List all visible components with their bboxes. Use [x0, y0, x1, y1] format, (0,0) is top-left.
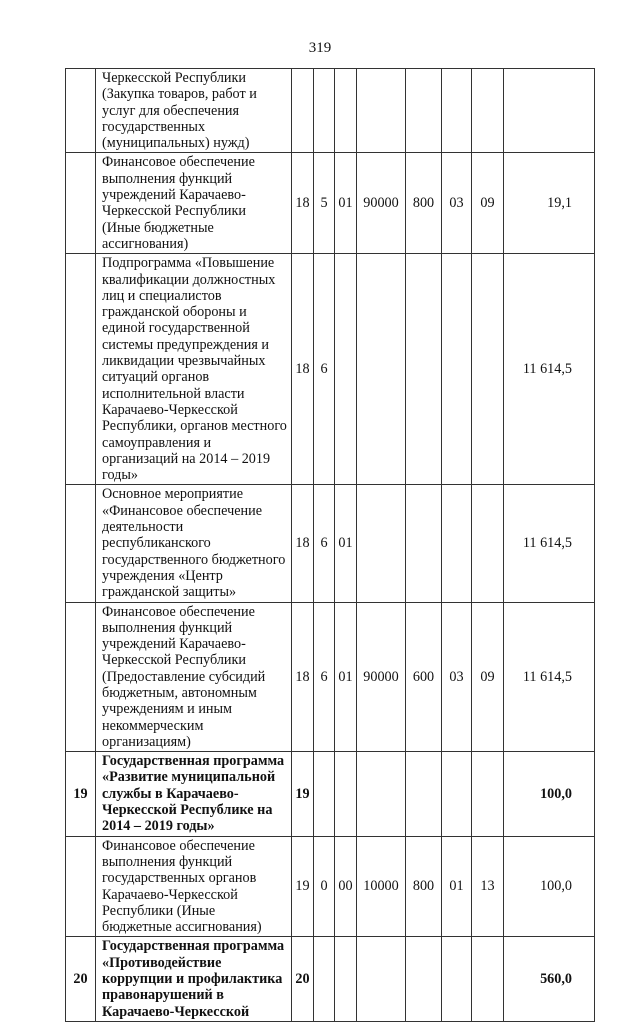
code-6-cell: [442, 254, 472, 485]
code-4-cell: 90000: [357, 602, 406, 752]
item-name-cell: Финансовое обеспечение выполнения функций учреждений Карачаево-Черкесской Республики (Предоставление субсидий бюджетным, автономным учреждениям и иным некоммерческим организациям): [96, 602, 292, 752]
code-2-cell: 5: [314, 153, 335, 254]
code-3-cell: 01: [335, 602, 357, 752]
code-4-cell: 10000: [357, 836, 406, 937]
code-3-cell: 00: [335, 836, 357, 937]
amount-cell: 11 614,5: [504, 254, 595, 485]
code-3-cell: [335, 937, 357, 1021]
code-1-cell: 18: [292, 602, 314, 752]
table-row: [66, 485, 595, 602]
code-6-cell: [442, 752, 472, 836]
code-6-cell: [442, 937, 472, 1021]
code-6-cell: 03: [442, 153, 472, 254]
row-number-cell: [66, 254, 96, 485]
code-2-cell: 6: [314, 254, 335, 485]
code-7-cell: [472, 485, 504, 602]
code-5-cell: [406, 485, 442, 602]
code-6-cell: [442, 69, 472, 153]
code-1-cell: 18: [292, 254, 314, 485]
code-5-cell: 600: [406, 602, 442, 752]
item-name-cell: Государственная программа «Развитие муниципальной службы в Карачаево-Черкесской Республике на 2014 – 2019 годы»: [96, 752, 292, 836]
code-1-cell: 19: [292, 836, 314, 937]
code-5-cell: [406, 937, 442, 1021]
item-name-cell: Финансовое обеспечение выполнения функций государственных органов Карачаево-Черкесской Республики (Иные бюджетные ассигнования): [96, 836, 292, 937]
row-number-cell: 20: [66, 937, 96, 1021]
row-number-cell: [66, 485, 96, 602]
amount-cell: 19,1: [504, 153, 595, 254]
code-6-cell: 03: [442, 602, 472, 752]
code-3-cell: [335, 752, 357, 836]
code-5-cell: [406, 752, 442, 836]
table-row: [66, 153, 595, 254]
table-body: [66, 69, 595, 1022]
code-2-cell: 6: [314, 485, 335, 602]
code-5-cell: 800: [406, 836, 442, 937]
code-4-cell: [357, 937, 406, 1021]
code-7-cell: 09: [472, 602, 504, 752]
code-4-cell: 90000: [357, 153, 406, 254]
table-row: [66, 937, 595, 1021]
code-4-cell: [357, 254, 406, 485]
code-7-cell: 09: [472, 153, 504, 254]
code-6-cell: 01: [442, 836, 472, 937]
code-2-cell: 6: [314, 602, 335, 752]
item-name-cell: Финансовое обеспечение выполнения функций учреждений Карачаево-Черкесской Республики (Иные бюджетные ассигнования): [96, 153, 292, 254]
amount-cell: 100,0: [504, 836, 595, 937]
row-number-cell: [66, 153, 96, 254]
page-number: 319: [308, 40, 332, 56]
code-5-cell: 800: [406, 153, 442, 254]
code-4-cell: [357, 752, 406, 836]
row-number-cell: [66, 602, 96, 752]
amount-cell: 11 614,5: [504, 602, 595, 752]
row-number-cell: [66, 836, 96, 937]
code-3-cell: [335, 254, 357, 485]
budget-table: [65, 68, 595, 1022]
code-1-cell: [292, 69, 314, 153]
code-1-cell: 18: [292, 153, 314, 254]
table-row: [66, 752, 595, 836]
row-number-cell: [66, 69, 96, 153]
code-2-cell: 0: [314, 836, 335, 937]
amount-cell: 560,0: [504, 937, 595, 1021]
code-2-cell: [314, 69, 335, 153]
code-7-cell: [472, 254, 504, 485]
item-name-cell: Подпрограмма «Повышение квалификации должностных лиц и специалистов гражданской обороны и единой государственной системы предупреждения и ликвидации чрезвычайных ситуаций органов исполнительной власти Карачаево-Черкесской Республики, органов местного самоуправления и организаций на 2014 – 2019 годы»: [96, 254, 292, 485]
code-1-cell: 20: [292, 937, 314, 1021]
table-row: [66, 69, 595, 153]
item-name-cell: Основное мероприятие «Финансовое обеспечение деятельности республиканского государственного бюджетного учреждения «Центр гражданской защиты»: [96, 485, 292, 602]
amount-cell: 11 614,5: [504, 485, 595, 602]
table-row: [66, 602, 595, 752]
table-row: [66, 254, 595, 485]
item-name-cell: Черкесской Республики (Закупка товаров, работ и услуг для обеспечения государственных (муниципальных) нужд): [96, 69, 292, 153]
code-6-cell: [442, 485, 472, 602]
amount-cell: 100,0: [504, 752, 595, 836]
code-5-cell: [406, 69, 442, 153]
code-7-cell: 13: [472, 836, 504, 937]
item-name-cell: Государственная программа «Противодействие коррупции и профилактика правонарушений в Карачаево-Черкесской: [96, 937, 292, 1021]
code-2-cell: [314, 937, 335, 1021]
code-4-cell: [357, 69, 406, 153]
code-3-cell: 01: [335, 485, 357, 602]
table-row: [66, 836, 595, 937]
amount-cell: [504, 69, 595, 153]
code-2-cell: [314, 752, 335, 836]
row-number-cell: 19: [66, 752, 96, 836]
code-7-cell: [472, 69, 504, 153]
code-3-cell: 01: [335, 153, 357, 254]
code-1-cell: 18: [292, 485, 314, 602]
code-7-cell: [472, 752, 504, 836]
code-5-cell: [406, 254, 442, 485]
code-1-cell: 19: [292, 752, 314, 836]
code-7-cell: [472, 937, 504, 1021]
code-4-cell: [357, 485, 406, 602]
code-3-cell: [335, 69, 357, 153]
